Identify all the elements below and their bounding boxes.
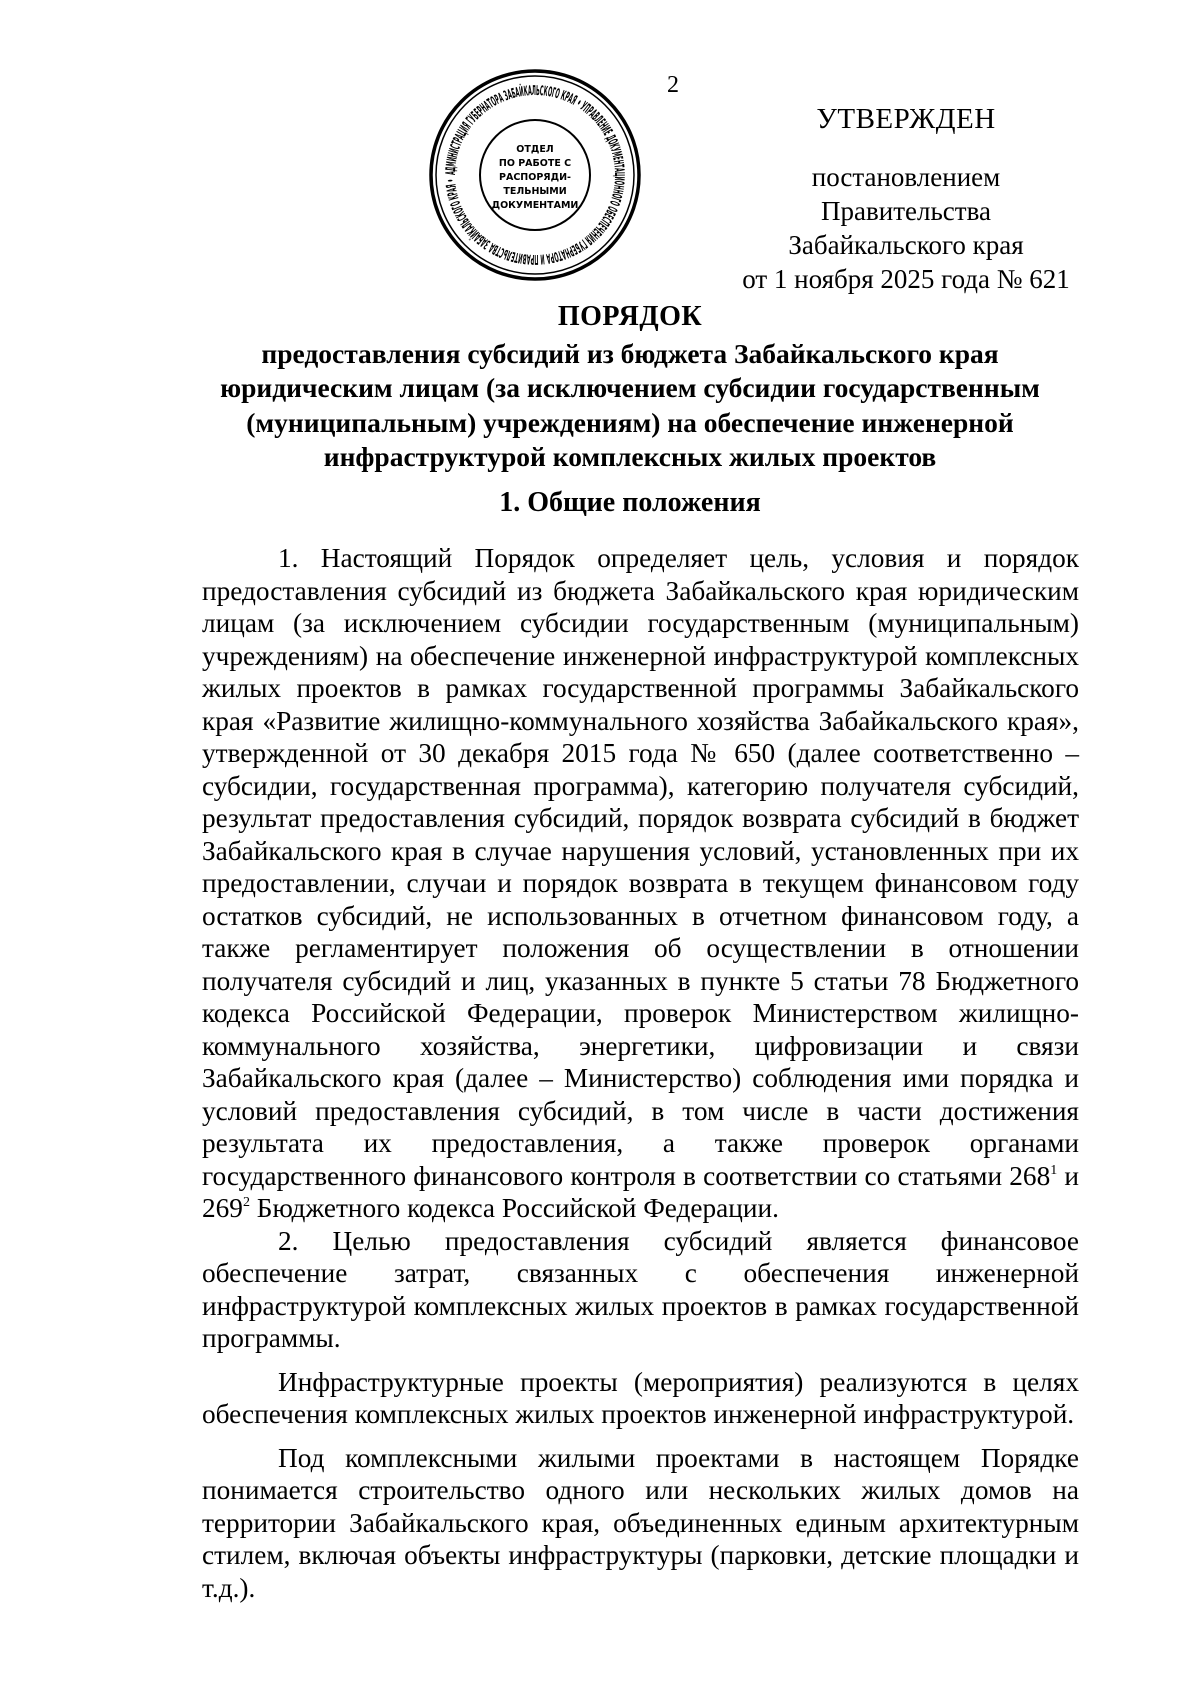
paragraph-2: 2. Целью предоставления субсидий является финансовое обеспечение затрат, связанных с обеспечения инженерной инфраструктурой комплексных жилых проектов в рамках государственной программы.	[202, 1225, 1079, 1353]
title-line-3: (муниципальным) учреждениям) на обеспечение инженерной	[246, 406, 1014, 438]
stamp-center-text	[492, 144, 579, 211]
paragraph-1-end: Бюджетного кодекса Российской Федерации.	[256, 1193, 779, 1223]
approval-title: УТВЕРЖДЕН	[816, 103, 996, 135]
title-line-1: предоставления субсидий из бюджета Забайкальского края	[261, 337, 999, 369]
article-ref-1-superscript: 1	[1050, 1162, 1058, 1178]
stamp-center-line-5: ДОКУМЕНТАМИ	[491, 200, 579, 211]
conjunction: и	[1064, 1160, 1080, 1191]
approval-details	[726, 160, 1086, 296]
article-ref-2: 269	[202, 1193, 243, 1223]
approval-line-1: постановлением Правительства	[811, 162, 1001, 226]
document-title	[180, 300, 1080, 475]
article-ref-2-superscript: 2	[242, 1195, 250, 1210]
article-ref-1: 268	[1009, 1160, 1051, 1191]
section-heading: 1. Общие положения	[499, 487, 761, 518]
paragraph-1	[202, 542, 1079, 1225]
title-line-2: юридическим лицам (за исключением субсидии государственным	[220, 372, 1040, 403]
stamp-center-line-2: ПО РАБОТЕ С	[498, 158, 572, 169]
document-body	[202, 542, 1079, 1604]
stamp-ring-text-path: АДМИНИСТРАЦИЯ ГУБЕРНАТОРА ЗАБАЙКАЛЬСКОГО КРАЯ • УПРАВЛЕНИЕ ДОКУМЕНТАЦИОННОГО ОБЕСПЕЧЕНИЯ ГУБЕРНАТОРА И ПРАВИТЕЛЬСТВА ЗАБАЙКАЛЬСКОГО КРАЯ •	[442, 82, 628, 268]
stamp-center-line-1: ОТДЕЛ	[516, 144, 554, 155]
stamp-center-line-4: ТЕЛЬНЫМИ	[503, 186, 567, 197]
approval-line-2: Забайкальского края	[788, 230, 1024, 260]
paragraph-4: Под комплексными жилыми проектами в настоящем Порядке понимается строительство одного или нескольких жилых домов на территории Забайкальского края, объединенных единым архитектурным стилем, включая объекты инфраструктуры (парковки, детские площадки и т.д.).	[202, 1442, 1079, 1603]
title-line-4: инфраструктурой комплексных жилых проектов	[323, 441, 937, 472]
title-main: ПОРЯДОК	[557, 301, 703, 332]
stamp-center-line-3: РАСПОРЯДИ-	[499, 172, 571, 183]
approval-line-3: от 1 ноября 2025 года № 621	[742, 264, 1070, 294]
official-stamp	[428, 68, 642, 282]
page-number: 2	[667, 72, 679, 98]
paragraph-3: Инфраструктурные проекты (мероприятия) реализуются в целях обеспечения комплексных жилых проектов инженерной инфраструктурой.	[202, 1366, 1079, 1429]
approval-block	[726, 103, 1086, 296]
paragraph-1-main: 1. Настоящий Порядок определяет цель, условия и порядок предоставления субсидий из бюджета Забайкальского края юридическим лицам (за исключением субсидии государственным (муниципальным) учреждениям) на обеспечение инженерной инфраструктурой комплексных жилых проектов в рамках государственной программы Забайкальского края «Развитие жилищно-коммунального хозяйства Забайкальского края», утвержденной от 30 декабря 2015 года № 650 (далее соответственно – субсидии, государственная программа), категорию получателя субсидий, результат предоставления субсидий, порядок возврата субсидий в бюджет Забайкальского края в случае нарушения условий, установленных при их предоставлении, случаи и порядок возврата в текущем финансовом году остатков субсидий, не использованных в отчетном финансовом году, а также регламентирует положения об осуществлении в отношении получателя субсидий и лиц, указанных в пункте 5 статьи 78 Бюджетного кодекса Российской Федерации, проверок Министерством жилищно-коммунального хозяйства, энергетики, цифровизации и связи Забайкальского края (далее – Министерство) соблюдения ими порядка и условий предоставления субсидий, в том числе в части достижения результата их предоставления, а также проверок органами государственного финансового контроля в соответствии со статьями	[202, 543, 1079, 1191]
